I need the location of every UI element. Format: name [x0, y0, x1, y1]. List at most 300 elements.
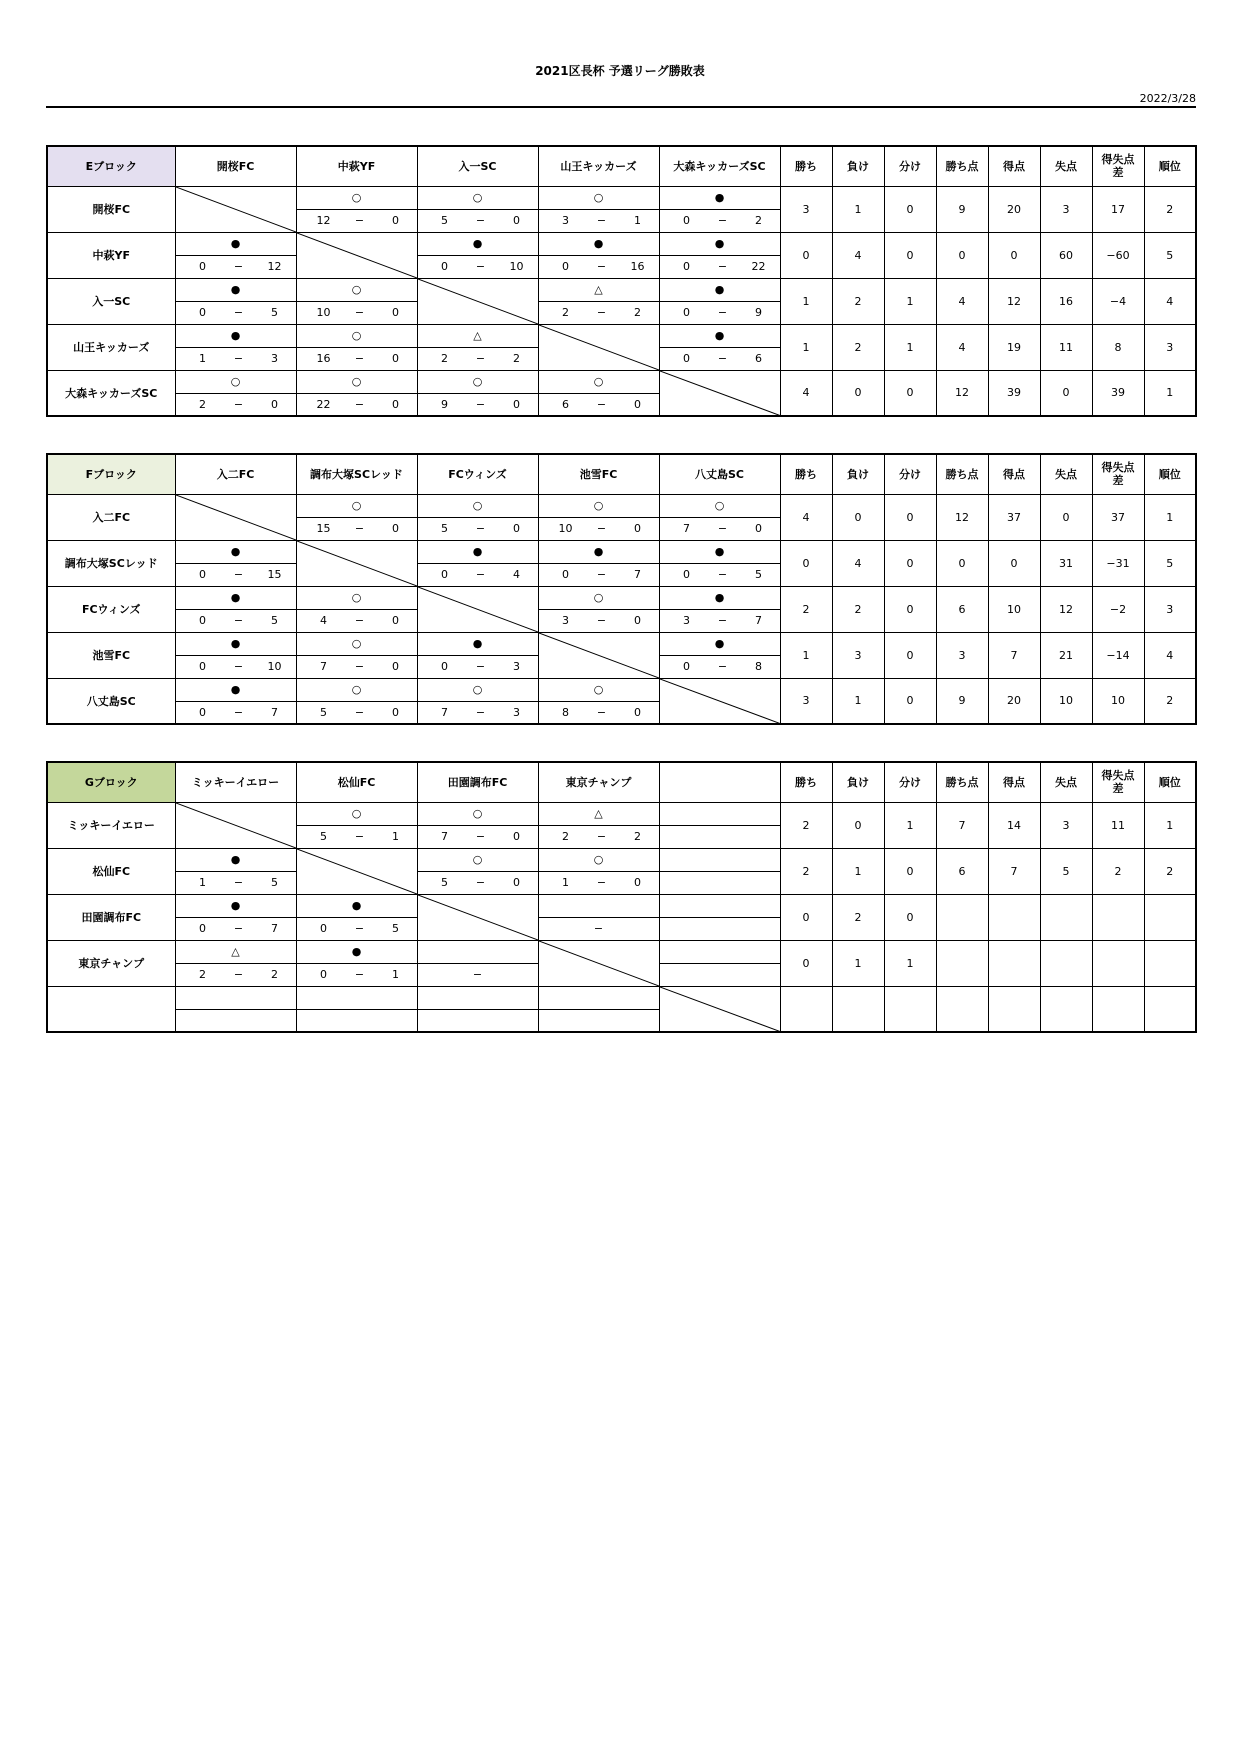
match-score: [417, 517, 538, 540]
score-dash: −: [354, 614, 365, 627]
stat-header: 勝ち: [780, 146, 832, 186]
score-dash: −: [354, 968, 365, 981]
match-score: [417, 1009, 538, 1032]
score-home: 10: [558, 522, 573, 535]
result-symbol: ●: [659, 278, 780, 301]
league-block: [46, 145, 1196, 417]
score-dash: −: [596, 830, 607, 843]
stat-value: 1: [1144, 494, 1196, 540]
score-away: 3: [271, 352, 278, 365]
result-symbol: ○: [538, 848, 659, 871]
stat-header: 得失点 差: [1092, 146, 1144, 186]
score-dash: −: [596, 306, 607, 319]
score-dash: −: [596, 522, 607, 535]
stat-value: [936, 894, 988, 940]
score-home: 2: [441, 352, 448, 365]
match-score: [417, 255, 538, 278]
result-symbol: △: [538, 278, 659, 301]
stat-header: 順位: [1144, 762, 1196, 802]
stat-value: [832, 986, 884, 1032]
table-row: [47, 802, 1196, 825]
match-score: [659, 347, 780, 370]
stat-value: 3: [1040, 802, 1092, 848]
stat-value: 4: [780, 494, 832, 540]
stat-value: −60: [1092, 232, 1144, 278]
table-row: [47, 894, 1196, 917]
result-symbol: ●: [538, 232, 659, 255]
stat-value: 4: [832, 540, 884, 586]
score-away: 0: [392, 306, 399, 319]
stat-value: 3: [1040, 186, 1092, 232]
match-score: [296, 347, 417, 370]
score-home: 2: [562, 830, 569, 843]
stat-value: 1: [884, 324, 936, 370]
self-match-cell: [538, 324, 659, 370]
stat-value: 0: [832, 802, 884, 848]
stat-value: 0: [780, 232, 832, 278]
result-symbol: [417, 986, 538, 1009]
result-symbol: [296, 986, 417, 1009]
table-row: [47, 278, 1196, 301]
stat-value: 12: [936, 370, 988, 416]
team-row-name: 山王キッカーズ: [47, 324, 175, 370]
stat-value: −14: [1092, 632, 1144, 678]
score-dash: −: [717, 306, 728, 319]
stat-value: 0: [988, 232, 1040, 278]
block-label: Gブロック: [47, 762, 175, 802]
score-home: 5: [441, 522, 448, 535]
team-row-name: FCウィンズ: [47, 586, 175, 632]
result-symbol: ●: [417, 232, 538, 255]
team-row-name: 東京チャンプ: [47, 940, 175, 986]
stat-header: 得失点 差: [1092, 762, 1144, 802]
table-row: [47, 186, 1196, 209]
score-away: 5: [755, 568, 762, 581]
match-score: [296, 963, 417, 986]
stat-header: 負け: [832, 762, 884, 802]
result-symbol: △: [417, 324, 538, 347]
stat-value: 0: [1040, 494, 1092, 540]
score-home: 0: [199, 260, 206, 273]
score-home: 16: [316, 352, 331, 365]
score-away: 5: [271, 306, 278, 319]
result-symbol: ○: [417, 848, 538, 871]
team-column-header: 入一SC: [417, 146, 538, 186]
score-home: 7: [683, 522, 690, 535]
stat-header: 得点: [988, 454, 1040, 494]
stat-value: 5: [1144, 232, 1196, 278]
match-score: [175, 609, 296, 632]
stat-value: 20: [988, 678, 1040, 724]
score-away: 0: [634, 614, 641, 627]
stat-value: 4: [832, 232, 884, 278]
stat-value: 0: [780, 894, 832, 940]
result-symbol: ●: [175, 632, 296, 655]
stat-value: 5: [1040, 848, 1092, 894]
result-symbol: ●: [659, 632, 780, 655]
stat-header: 負け: [832, 146, 884, 186]
team-row-name: [47, 986, 175, 1032]
result-symbol: ●: [175, 232, 296, 255]
score-dash: −: [233, 397, 244, 411]
match-score: [417, 825, 538, 848]
match-score: [175, 655, 296, 678]
score-dash: −: [354, 922, 365, 935]
team-row-name: ミッキーイエロー: [47, 802, 175, 848]
date-label: 2022/3/28: [1139, 92, 1196, 105]
match-score: [538, 917, 659, 940]
score-dash: −: [233, 614, 244, 627]
score-dash: −: [475, 660, 486, 673]
match-score: [296, 393, 417, 416]
result-symbol: ○: [296, 586, 417, 609]
match-score: [175, 563, 296, 586]
stat-value: 11: [1092, 802, 1144, 848]
match-score: [538, 209, 659, 232]
stat-value: [1144, 986, 1196, 1032]
diagonal-line: [176, 187, 296, 232]
score-home: 3: [562, 614, 569, 627]
stat-value: 7: [936, 802, 988, 848]
score-home: 2: [562, 306, 569, 319]
score-away: 0: [392, 660, 399, 673]
score-dash: −: [596, 260, 607, 273]
stat-value: 3: [1144, 586, 1196, 632]
score-dash: −: [354, 214, 365, 227]
stat-header: 失点: [1040, 762, 1092, 802]
score-away: 12: [267, 260, 282, 273]
score-home: 0: [683, 660, 690, 673]
score-dash: −: [354, 522, 365, 535]
stat-value: 21: [1040, 632, 1092, 678]
self-match-cell: [538, 940, 659, 986]
team-column-header: 中萩YF: [296, 146, 417, 186]
stat-value: [936, 940, 988, 986]
table-row: [47, 986, 1196, 1009]
score-dash: −: [475, 522, 486, 535]
stat-value: [1144, 894, 1196, 940]
team-row-name: 田園調布FC: [47, 894, 175, 940]
stat-value: 2: [780, 848, 832, 894]
score-away: 7: [271, 922, 278, 935]
match-score: [175, 963, 296, 986]
team-row-name: 八丈島SC: [47, 678, 175, 724]
match-score: [538, 1009, 659, 1032]
diagonal-line: [418, 895, 538, 940]
stat-value: 1: [884, 802, 936, 848]
stat-value: 2: [1144, 848, 1196, 894]
table-row: [47, 540, 1196, 563]
match-score: [538, 517, 659, 540]
stat-value: 1: [780, 632, 832, 678]
score-away: 7: [271, 705, 278, 719]
score-away: 1: [392, 830, 399, 843]
score-dash: −: [475, 214, 486, 227]
score-dash: −: [354, 397, 365, 411]
result-symbol: ●: [296, 894, 417, 917]
diagonal-line: [176, 803, 296, 848]
match-score: [417, 701, 538, 724]
score-away: 0: [392, 397, 399, 411]
league-table: [46, 453, 1197, 725]
stat-header: 分け: [884, 762, 936, 802]
stat-value: [1144, 940, 1196, 986]
stat-value: [1092, 986, 1144, 1032]
score-home: 9: [441, 397, 448, 411]
stat-value: 3: [780, 186, 832, 232]
score-dash: −: [475, 876, 486, 889]
stat-value: 31: [1040, 540, 1092, 586]
table-row: [47, 848, 1196, 871]
stat-header: 失点: [1040, 454, 1092, 494]
score-away: 0: [634, 705, 641, 719]
score-dash: −: [354, 660, 365, 673]
self-match-cell: [175, 494, 296, 540]
match-score: [175, 1009, 296, 1032]
match-score: [659, 209, 780, 232]
stat-header: 得点: [988, 762, 1040, 802]
diagonal-line: [539, 325, 659, 370]
score-away: 2: [513, 352, 520, 365]
score-away: 2: [755, 214, 762, 227]
diagonal-line: [176, 495, 296, 540]
self-match-cell: [296, 540, 417, 586]
match-score: [659, 609, 780, 632]
score-away: 0: [634, 397, 641, 411]
score-away: 0: [392, 214, 399, 227]
stat-value: 2: [780, 802, 832, 848]
match-score: [538, 609, 659, 632]
team-column-header: ミッキーイエロー: [175, 762, 296, 802]
score-away: 3: [513, 705, 520, 719]
score-home: 5: [441, 214, 448, 227]
team-column-header: 入二FC: [175, 454, 296, 494]
result-symbol: [659, 848, 780, 871]
result-symbol: ○: [296, 278, 417, 301]
stat-value: 20: [988, 186, 1040, 232]
stat-value: 2: [832, 894, 884, 940]
match-score: [296, 917, 417, 940]
score-away: 0: [513, 830, 520, 843]
diagonal-line: [297, 541, 417, 586]
stat-value: 0: [884, 494, 936, 540]
self-match-cell: [659, 370, 780, 416]
stat-header: 順位: [1144, 146, 1196, 186]
score-home: 0: [199, 306, 206, 319]
result-symbol: ●: [175, 894, 296, 917]
stat-value: 0: [988, 540, 1040, 586]
score-home: 0: [683, 214, 690, 227]
table-row: [47, 232, 1196, 255]
score-home: 6: [562, 397, 569, 411]
stat-value: 0: [780, 540, 832, 586]
score-away: 7: [755, 614, 762, 627]
stat-value: 0: [884, 586, 936, 632]
stat-value: 0: [780, 940, 832, 986]
score-home: 2: [199, 397, 206, 411]
team-row-name: 調布大塚SCレッド: [47, 540, 175, 586]
diagonal-line: [660, 987, 780, 1032]
score-dash: −: [717, 660, 728, 673]
score-dash: −: [354, 830, 365, 843]
diagonal-line: [297, 233, 417, 278]
score-home: 0: [199, 922, 206, 935]
score-dash: −: [475, 830, 486, 843]
result-symbol: ●: [175, 678, 296, 701]
stat-value: [884, 986, 936, 1032]
score-dash: −: [354, 352, 365, 365]
match-score: [296, 517, 417, 540]
score-dash: −: [472, 968, 483, 981]
self-match-cell: [417, 894, 538, 940]
score-dash: −: [593, 922, 604, 935]
stat-value: [1040, 894, 1092, 940]
match-score: [659, 655, 780, 678]
match-score: [417, 393, 538, 416]
score-dash: −: [717, 352, 728, 365]
self-match-cell: [417, 278, 538, 324]
self-match-cell: [296, 848, 417, 894]
stat-value: 0: [1040, 370, 1092, 416]
match-score: [659, 917, 780, 940]
score-dash: −: [596, 397, 607, 411]
stat-value: 12: [1040, 586, 1092, 632]
stat-value: 3: [780, 678, 832, 724]
match-score: [659, 963, 780, 986]
score-home: 0: [199, 614, 206, 627]
score-away: 7: [634, 568, 641, 581]
header-rule: [46, 106, 1196, 108]
score-away: 10: [509, 260, 524, 273]
stat-value: [936, 986, 988, 1032]
result-symbol: ○: [538, 186, 659, 209]
stat-value: 0: [884, 232, 936, 278]
diagonal-line: [539, 633, 659, 678]
stat-value: −2: [1092, 586, 1144, 632]
score-home: 7: [441, 705, 448, 719]
result-symbol: ○: [417, 678, 538, 701]
team-row-name: 入二FC: [47, 494, 175, 540]
score-dash: −: [233, 306, 244, 319]
score-away: 0: [755, 522, 762, 535]
table-row: [47, 586, 1196, 609]
score-dash: −: [233, 260, 244, 273]
stat-header: 勝ち点: [936, 146, 988, 186]
stat-value: 37: [1092, 494, 1144, 540]
score-home: 1: [199, 352, 206, 365]
stat-header: 失点: [1040, 146, 1092, 186]
result-symbol: [659, 802, 780, 825]
stat-value: 7: [988, 632, 1040, 678]
stat-value: 1: [832, 848, 884, 894]
team-row-name: 入一SC: [47, 278, 175, 324]
score-home: 0: [320, 922, 327, 935]
self-match-cell: [296, 232, 417, 278]
match-score: [417, 963, 538, 986]
score-home: 0: [441, 660, 448, 673]
match-score: [296, 825, 417, 848]
team-row-name: 中萩YF: [47, 232, 175, 278]
stat-value: 2: [832, 586, 884, 632]
stat-value: 0: [884, 848, 936, 894]
stat-value: 2: [1144, 678, 1196, 724]
diagonal-line: [297, 849, 417, 894]
stat-value: 1: [884, 940, 936, 986]
match-score: [538, 563, 659, 586]
stat-value: 4: [1144, 278, 1196, 324]
league-block: [46, 453, 1196, 725]
score-home: 0: [562, 260, 569, 273]
match-score: [659, 301, 780, 324]
match-score: [659, 255, 780, 278]
team-column-header: 池雪FC: [538, 454, 659, 494]
match-score: [175, 917, 296, 940]
stat-value: 0: [884, 632, 936, 678]
score-away: 1: [634, 214, 641, 227]
stat-value: 10: [988, 586, 1040, 632]
team-column-header: 山王キッカーズ: [538, 146, 659, 186]
stat-value: 0: [832, 370, 884, 416]
score-away: 6: [755, 352, 762, 365]
league-table: [46, 761, 1197, 1033]
stat-value: 2: [832, 324, 884, 370]
result-symbol: ○: [296, 802, 417, 825]
stat-value: 6: [936, 848, 988, 894]
stat-value: [1092, 940, 1144, 986]
stat-value: 19: [988, 324, 1040, 370]
stat-value: 5: [1144, 540, 1196, 586]
stat-value: 60: [1040, 232, 1092, 278]
match-score: [296, 701, 417, 724]
score-away: 0: [513, 397, 520, 411]
stat-value: 8: [1092, 324, 1144, 370]
score-away: 5: [271, 876, 278, 889]
score-away: 2: [634, 306, 641, 319]
team-column-header: FCウィンズ: [417, 454, 538, 494]
score-away: 0: [392, 352, 399, 365]
stat-value: 1: [1144, 802, 1196, 848]
stat-value: 3: [1144, 324, 1196, 370]
score-home: 0: [683, 568, 690, 581]
match-score: [296, 655, 417, 678]
match-score: [175, 871, 296, 894]
table-row: [47, 632, 1196, 655]
self-match-cell: [175, 186, 296, 232]
match-score: [417, 209, 538, 232]
self-match-cell: [538, 632, 659, 678]
stat-header: 勝ち点: [936, 454, 988, 494]
result-symbol: [538, 894, 659, 917]
stat-value: 1: [780, 278, 832, 324]
team-row-name: 開桜FC: [47, 186, 175, 232]
stat-value: 2: [1144, 186, 1196, 232]
score-away: 16: [630, 260, 645, 273]
table-row: [47, 940, 1196, 963]
score-dash: −: [233, 876, 244, 889]
score-home: 2: [199, 968, 206, 981]
score-away: 2: [271, 968, 278, 981]
score-home: 0: [320, 968, 327, 981]
match-score: [175, 393, 296, 416]
stat-value: 12: [988, 278, 1040, 324]
score-home: 3: [562, 214, 569, 227]
stat-value: 0: [884, 370, 936, 416]
match-score: [659, 517, 780, 540]
result-symbol: ○: [296, 370, 417, 393]
block-label: Eブロック: [47, 146, 175, 186]
result-symbol: ●: [175, 324, 296, 347]
stat-value: 1: [1144, 370, 1196, 416]
